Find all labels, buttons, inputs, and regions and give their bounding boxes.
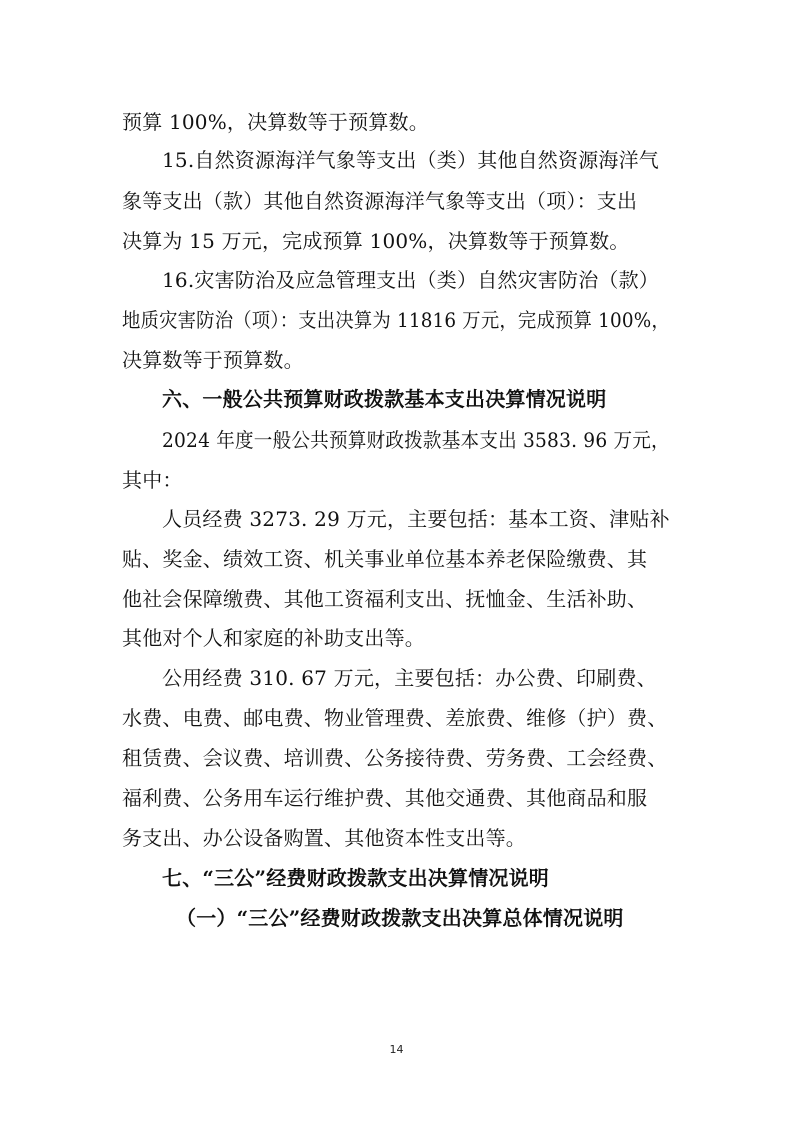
text-line: 决算数等于预算数。 (122, 348, 304, 372)
text-line: 16.灾害防治及应急管理支出（类）自然灾害防治（款） (162, 268, 660, 292)
page-number: 14 (389, 1043, 404, 1056)
subsection-heading: （一）“三公”经费财政拨款支出决算总体情况说明 (176, 906, 624, 930)
text-line: 租赁费、会议费、培训费、公务接待费、劳务费、工会经费、 (122, 746, 668, 770)
section-heading-six: 六、一般公共预算财政拨款基本支出决算情况说明 (162, 387, 607, 411)
text-line: 15.自然资源海洋气象等支出（类）其他自然资源海洋气 (162, 148, 660, 172)
text-line: 其他对个人和家庭的补助支出等。 (122, 626, 425, 650)
text-line: 他社会保障缴费、其他工资福利支出、抚恤金、生活补助、 (122, 587, 648, 611)
text-line: 地质灾害防治（项）：支出决算为 11816 万元，完成预算 100%， (122, 308, 670, 332)
text-line: 2024 年度一般公共预算财政拨款基本支出 3583. 96 万元， (162, 428, 670, 452)
text-line: 其中： (122, 468, 183, 492)
section-heading-seven: 七、“三公”经费财政拨款支出决算情况说明 (162, 866, 550, 890)
text-line: 贴、奖金、绩效工资、机关事业单位基本养老保险缴费、其 (122, 547, 648, 571)
text-line: 公用经费 310. 67 万元，主要包括：办公费、印刷费、 (162, 666, 657, 690)
text-line: 象等支出（款）其他自然资源海洋气象等支出（项）：支出 (122, 189, 638, 213)
text-line: 福利费、公务用车运行维护费、其他交通费、其他商品和服 (122, 786, 648, 810)
text-line: 预算 100%，决算数等于预算数。 (122, 110, 429, 134)
text-line: 决算为 15 万元，完成预算 100%，决算数等于预算数。 (122, 229, 630, 253)
text-line: 人员经费 3273. 29 万元，主要包括：基本工资、津贴补 (162, 507, 670, 531)
text-line: 务支出、办公设备购置、其他资本性支出等。 (122, 826, 526, 850)
text-line: 水费、电费、邮电费、物业管理费、差旅费、维修（护）费、 (122, 706, 668, 730)
